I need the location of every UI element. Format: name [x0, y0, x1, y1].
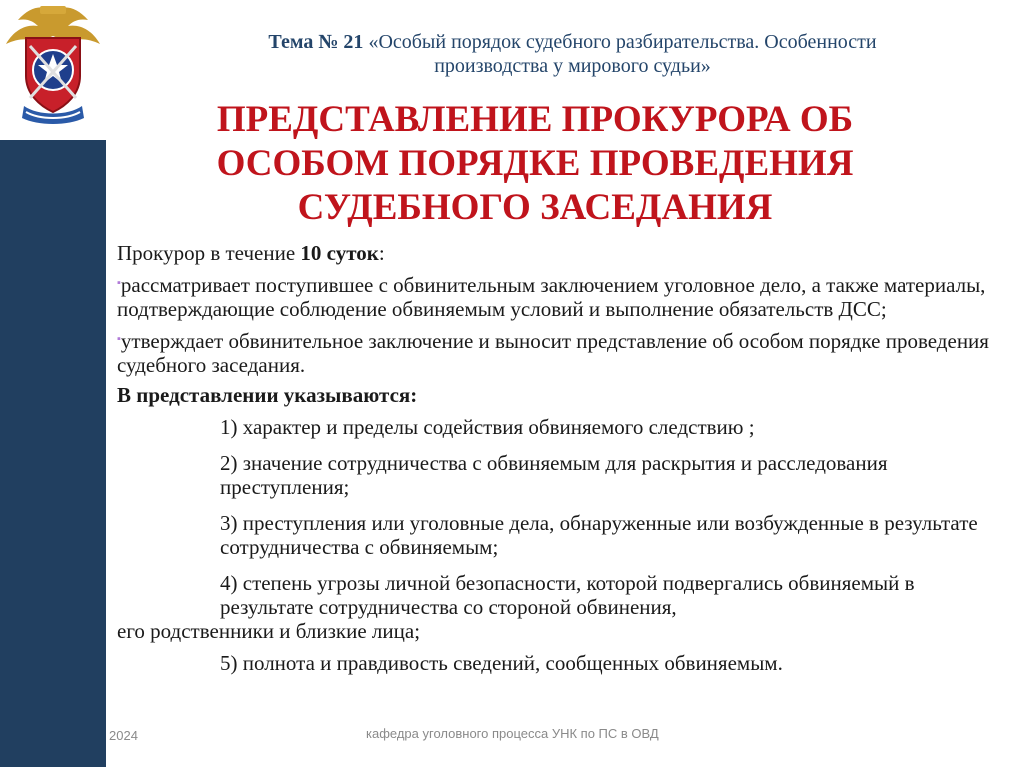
- bullet-text: рассматривает поступившее с обвинительным заключением уголовное дело, а также материалы, подтверждающие соблюдение обвиняемым условий и выполнение обязательств ДСС;: [117, 273, 986, 321]
- topic-title-line1: «Особый порядок судебного разбирательства. Особенности: [368, 31, 877, 53]
- intro-suffix: :: [378, 241, 385, 265]
- bullet-marker-icon: ▪: [117, 277, 121, 289]
- slide-title: [135, 98, 935, 230]
- list-item: 2) значение сотрудничества с обвиняемым для раскрытия и расследования преступления;: [220, 451, 888, 499]
- list-item-text: 4) степень угрозы личной безопасности, которой подвергались обвиняемый в результате сотрудничества со стороной обвинения,: [220, 571, 915, 619]
- bullet-marker-icon: ▪: [117, 333, 121, 345]
- topic-number: Тема № 21: [268, 31, 364, 53]
- slide-title-line1: ПРЕДСТАВЛЕНИЕ ПРОКУРОРА ОБ: [216, 99, 854, 140]
- list-item: [117, 571, 1002, 643]
- list-item-continuation: его родственники и близкие лица;: [117, 619, 421, 643]
- topic-header: [135, 30, 1010, 78]
- bullet-item: [117, 271, 1002, 321]
- double-headed-eagle-emblem-icon: [4, 2, 102, 130]
- left-sidebar-bar: [0, 140, 106, 767]
- intro-paragraph: [117, 241, 1002, 265]
- bullet-item: [117, 327, 1002, 377]
- intro-deadline: 10 суток: [300, 241, 379, 265]
- list-item: 5) полнота и правдивость сведений, сообщенных обвиняемым.: [220, 651, 783, 675]
- topic-title-line2: производства у мирового судьи»: [434, 55, 711, 77]
- intro-prefix: Прокурор в течение: [117, 241, 301, 265]
- slide-title-line2: ОСОБОМ ПОРЯДКЕ ПРОВЕДЕНИЯ: [216, 143, 854, 184]
- footer-year: 2024: [109, 728, 138, 743]
- subheading: В представлении указываются:: [117, 383, 418, 407]
- footer-department: кафедра уголовного процесса УНК по ПС в ОВД: [366, 726, 659, 741]
- list-item: 1) характер и пределы содействия обвиняемого следствию ;: [220, 415, 755, 439]
- list-item: 3) преступления или уголовные дела, обнаруженные или возбужденные в результате сотрудничества с обвиняемым;: [220, 511, 978, 559]
- slide-body: [117, 241, 1002, 687]
- bullet-text: утверждает обвинительное заключение и выносит представление об особом порядке проведения судебного заседания.: [117, 329, 989, 377]
- slide-title-line3: СУДЕБНОГО ЗАСЕДАНИЯ: [297, 187, 773, 228]
